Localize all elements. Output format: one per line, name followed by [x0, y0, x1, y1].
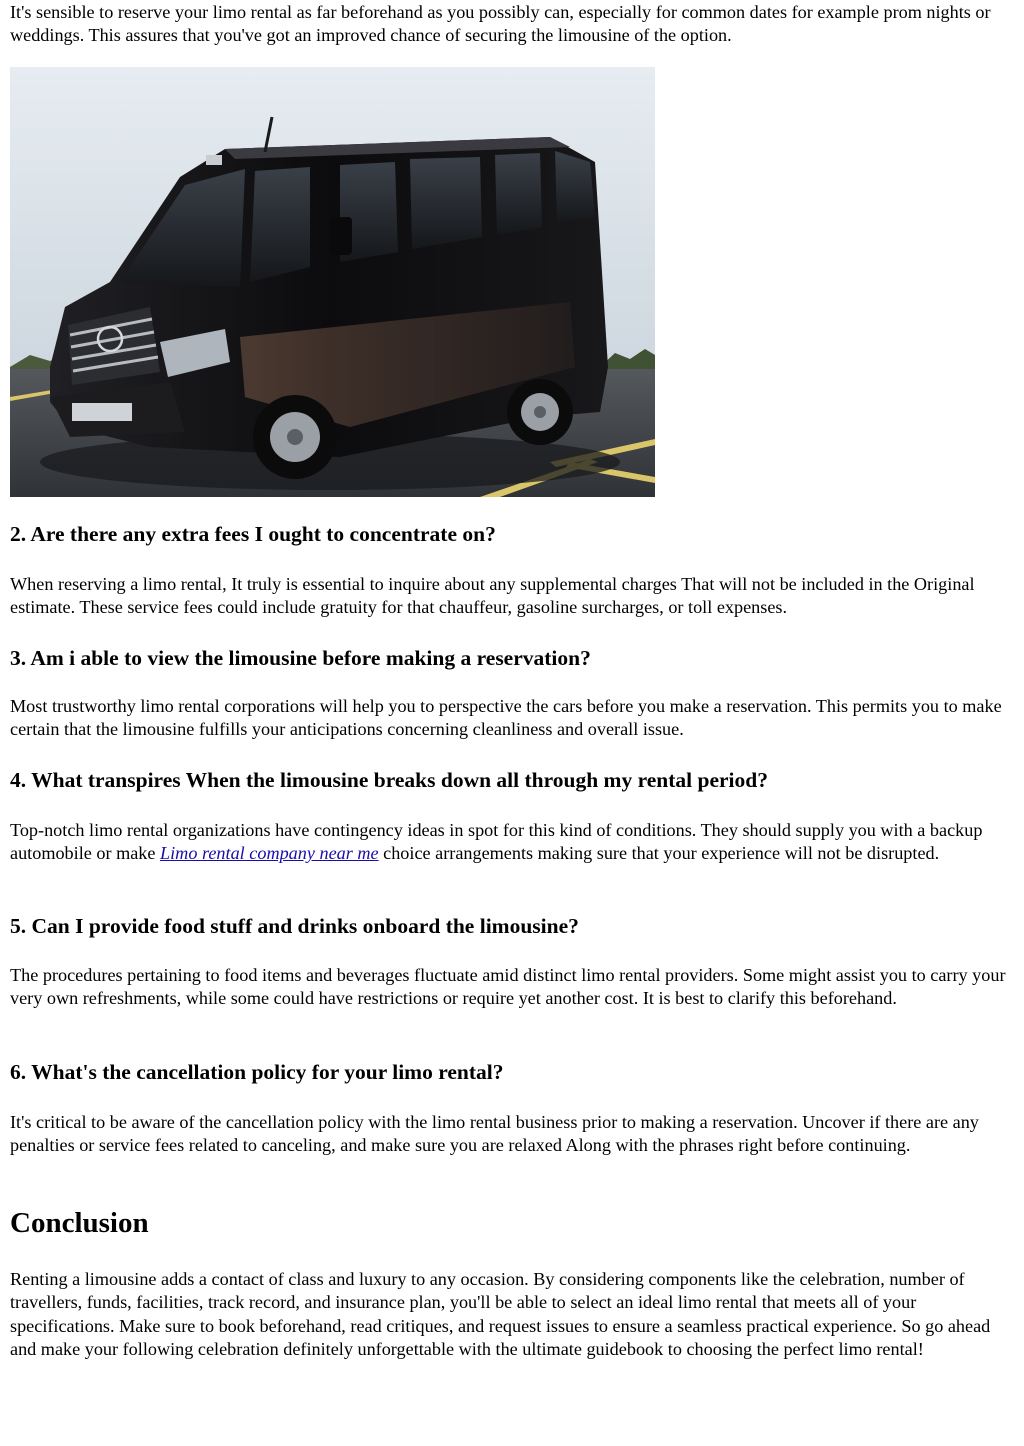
section-heading: 3. Am i able to view the limousine before making a reservation?: [10, 646, 591, 670]
section-heading: 2. Are there any extra fees I ought to concentrate on?: [10, 522, 496, 546]
limo-rental-company-link[interactable]: Limo rental company near me: [160, 843, 379, 864]
section-paragraph: When reserving a limo rental, It truly is essential to inquire about any supplemental charges That will not be included in the Original estimate. These service fees could include gratuity for that chauffeur, gasoline surcharges, or toll expenses.: [10, 574, 975, 618]
conclusion-heading: Conclusion: [10, 1207, 149, 1239]
section-paragraph: It's critical to be aware of the cancellation policy with the limo rental business prior to making a reservation. Uncover if there are any penalties or service fees related to canceling, and make sure you are relaxed Along with the phrases right before continuing.: [10, 1112, 979, 1156]
conclusion-paragraph: Renting a limousine adds a contact of class and luxury to any occasion. By considering components like the celebration, number of travellers, funds, facilities, track record, and insurance plan, you'll be able to select an ideal limo rental that meets all of your specifications. Make sure to book beforehand, read critiques, and request issues to ensure a seamless practical experience. So go ahead and make your following celebration definitely unforgettable with the ultimate guidebook to choosing the perfect limo rental!: [10, 1269, 991, 1360]
section-paragraph: Most trustworthy limo rental corporations will help you to perspective the cars before you make a reservation. This permits you to make certain that the limousine fulfills your anticipations concerning cleanliness and overall issue.: [10, 696, 1002, 740]
section-heading: 5. Can I provide food stuff and drinks onboard the limousine?: [10, 914, 579, 938]
section-paragraph: [10, 819, 1016, 866]
limousine-van-photo: [10, 67, 655, 497]
paragraph-text-before-link: Top-notch limo rental organizations have contingency ideas in spot for this kind of conditions. They should supply you with a backup automobile or make: [10, 820, 983, 864]
section-heading: 6. What's the cancellation policy for your limo rental?: [10, 1060, 504, 1084]
paragraph-text-after-link: choice arrangements making sure that your experience will not be disrupted.: [378, 843, 940, 864]
section-heading: 4. What transpires When the limousine breaks down all through my rental period?: [10, 768, 768, 792]
intro-paragraph: It's sensible to reserve your limo rental as far beforehand as you possibly can, especially for common dates for example prom nights or weddings. This assures that you've got an improved chance of securing the limousine of the option.: [10, 2, 991, 46]
section-paragraph: The procedures pertaining to food items and beverages fluctuate amid distinct limo rental providers. Some might assist you to carry your very own refreshments, while some could have restrictions or require yet another cost. It is best to clarify this beforehand.: [10, 965, 1006, 1009]
